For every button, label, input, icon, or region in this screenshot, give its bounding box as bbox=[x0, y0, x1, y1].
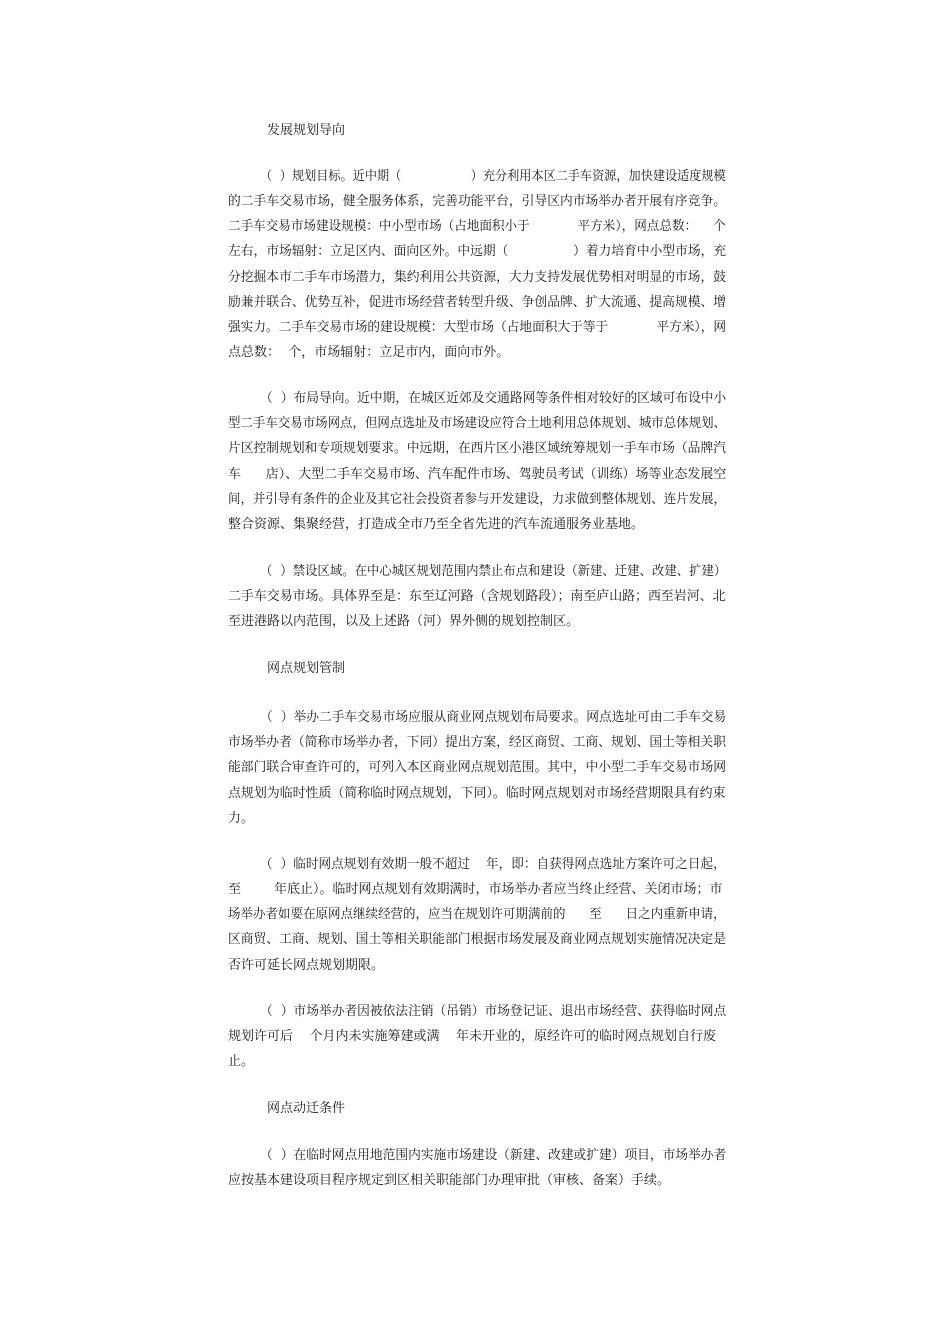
section-heading-relocation-conditions: 网点动迁条件 bbox=[267, 1101, 346, 1116]
paragraph-line: （ ）举办二手车交易市场应服从商业网点规划布局要求。网点选址可由二手车交易 bbox=[260, 710, 727, 725]
paragraph-line: （ ）布局导向。近中期，在城区近郊及交通路网等条件相对较好的区域可布设中小 bbox=[260, 391, 727, 406]
paragraph-line: 点规划为临时性质（简称临时网点规划，下同）。临时网点规划对市场经营期限具有约束 bbox=[228, 786, 726, 801]
paragraph-line: 规划许可后 个月内未实施筹建或满 年未开业的，原经许可的临时网点规划自行废 bbox=[228, 1029, 717, 1044]
paragraph-line: 否许可延长网点规划期限。 bbox=[228, 958, 385, 973]
paragraph-line: 励兼并联合、优势互补，促进市场经营者转型升级、争创品牌、扩大流通、提高规模、增 bbox=[228, 295, 726, 310]
paragraph-line: 型二手车交易市场网点，但网点选址及市场建设应符合土地利用总体规划、城市总体规划、 bbox=[228, 416, 727, 431]
paragraph-line: 点总数： 个，市场辐射：立足市内，面向市外。 bbox=[228, 345, 510, 360]
paragraph-line: 片区控制规划和专项规划要求。中远期，在西片区小港区域统筹规划一手车市场（品牌汽 bbox=[228, 441, 726, 456]
paragraph-line: 止。 bbox=[228, 1054, 255, 1069]
section-heading-development-planning: 发展规划导向 bbox=[267, 123, 346, 138]
paragraph-line: 至进港路以内范围，以及上述路（河）界外侧的规划控制区。 bbox=[228, 614, 580, 629]
paragraph-line: 至 年底止）。临时网点规划有效期满时，市场举办者应当终止经营、关闭市场；市 bbox=[228, 882, 723, 897]
paragraph-line: 强实力。二手车交易市场的建设规模：大型市场（占地面积大于等于 平方米），网 bbox=[228, 320, 727, 335]
paragraph-line: （ ）市场举办者因被依法注销（吊销）市场登记证、退出市场经营、获得临时网点 bbox=[260, 1004, 727, 1019]
paragraph-line: 间，并引导有条件的企业及其它社会投资者参与开发建设，力求做到整体规划、连片发展， bbox=[228, 492, 727, 507]
paragraph-line: （ ）在临时网点用地范围内实施市场建设（新建、改建或扩建）项目，市场举办者 bbox=[260, 1148, 727, 1163]
paragraph-line: 能部门联合审查许可的，可列入本区商业网点规划范围。其中，中小型二手车交易市场网 bbox=[228, 760, 726, 775]
paragraph-line: 场举办者如要在原网点继续经营的，应当在规划许可期满前的 至 日之内重新申请， bbox=[228, 907, 726, 922]
paragraph-line: 力。 bbox=[228, 811, 255, 826]
paragraph-line: 分挖掘本市二手车市场潜力，集约利用公共资源，大力支持发展优势相对明显的市场，鼓 bbox=[228, 270, 726, 285]
paragraph-line: 二手车交易市场建设规模：中小型市场（占地面积小于 平方米），网点总数： 个 bbox=[228, 219, 726, 234]
paragraph-line: 车 店）、大型二手车交易市场、汽车配件市场、驾驶员考试（训练）场等业态发展空 bbox=[228, 467, 727, 482]
paragraph-line: 二手车交易市场。具体界至是：东至辽河路（含规划路段）；南至庐山路；西至岩河、北 bbox=[228, 589, 726, 604]
paragraph-line: 市场举办者（简称市场举办者，下同）提出方案，经区商贸、工商、规划、国土等相关职 bbox=[228, 735, 726, 750]
paragraph-line: 区商贸、工商、规划、国土等相关职能部门根据市场发展及商业网点规划实施情况决定是 bbox=[228, 932, 726, 947]
section-heading-network-control: 网点规划管制 bbox=[267, 661, 346, 676]
paragraph-line: （ ）临时网点规划有效期一般不超过 年，即：自获得网点选址方案许可之日起， bbox=[260, 857, 726, 872]
paragraph-line: 整合资源、集聚经营，打造成全市乃至全省先进的汽车流通服务业基地。 bbox=[228, 517, 645, 532]
paragraph-line: （ ）规划目标。近中期（ ）充分利用本区二手车资源，加快建设适度规模 bbox=[260, 169, 726, 184]
paragraph-line: 的二手车交易市场，健全服务体系，完善功能平台，引导区内市场举办者开展有序竞争。 bbox=[228, 194, 726, 209]
paragraph-line: 左右，市场辐射：立足区内、面向区外。中远期（ ）着力培育中小型市场，充 bbox=[228, 244, 727, 259]
paragraph-line: 应按基本建设项目程序规定到区相关职能部门办理审批（审核、备案）手续。 bbox=[228, 1173, 671, 1188]
paragraph-line: （ ）禁设区域。在中心城区规划范围内禁止布点和建设（新建、迁建、改建、扩建） bbox=[260, 564, 727, 579]
